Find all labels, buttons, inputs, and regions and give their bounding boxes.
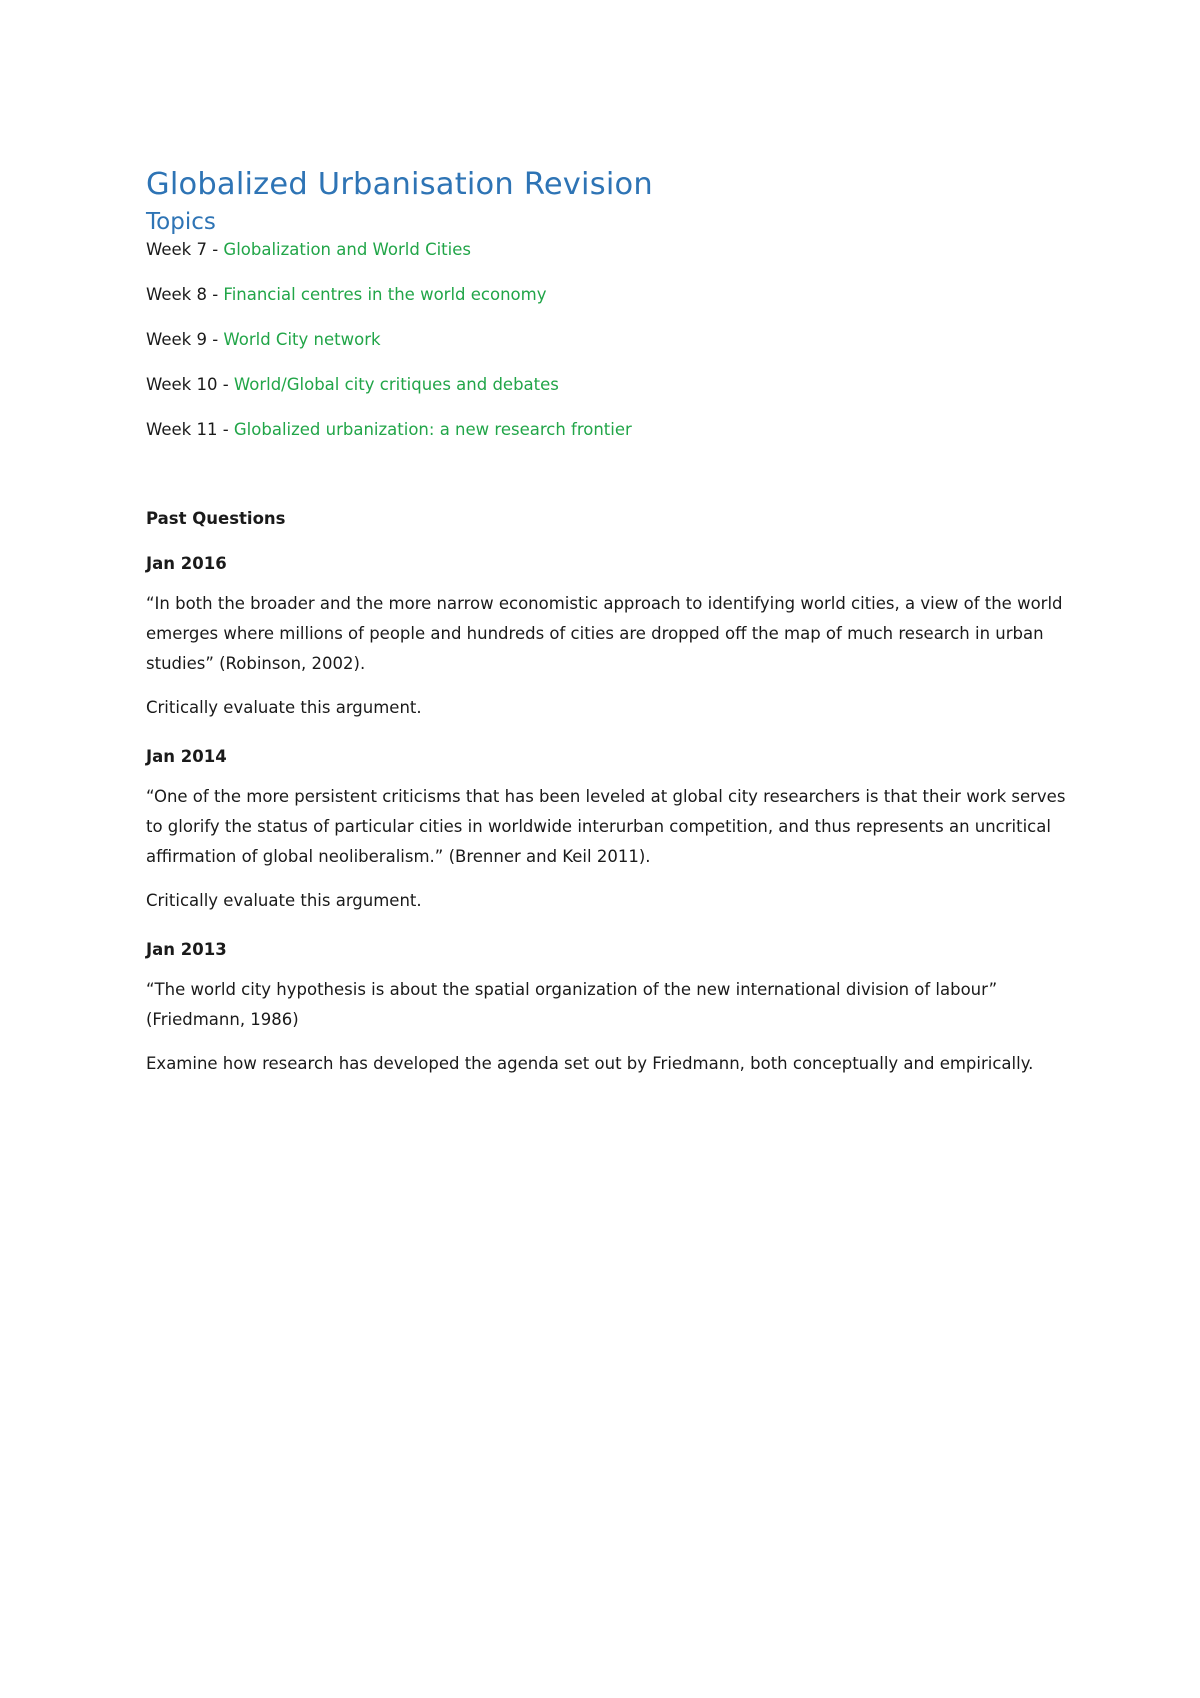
question-quote: “One of the more persistent criticisms that has been leveled at global city researchers is that their work serves to glorify the status of particular cities in worldwide interurban competition, and thus represents an uncritical affirmation of global neoliberalism.” (Brenner and Keil 2011). xyxy=(146,787,1066,866)
document-content xyxy=(146,166,1066,1079)
question-quote: “In both the broader and the more narrow economistic approach to identifying world cities, a view of the world emerges where millions of people and hundreds of cities are dropped off the map of much research in urban studies” (Robinson, 2002). xyxy=(146,594,1063,673)
past-questions-heading: Past Questions xyxy=(146,509,286,528)
question-instruction: Critically evaluate this argument. xyxy=(146,698,422,717)
topic-item xyxy=(146,284,1066,306)
topic-name: World City network xyxy=(223,330,381,349)
question-quote: “The world city hypothesis is about the spatial organization of the new international division of labour” (Friedmann, 1986) xyxy=(146,980,998,1029)
topics-heading: Topics xyxy=(146,209,216,235)
topic-name: Globalization and World Cities xyxy=(223,240,471,259)
topic-week: Week 7 - xyxy=(146,240,224,259)
question-date: Jan 2014 xyxy=(146,747,227,766)
topic-item xyxy=(146,374,1066,396)
question-block xyxy=(146,553,1066,723)
question-block xyxy=(146,746,1066,916)
topics-list xyxy=(146,239,1066,441)
topic-name: Financial centres in the world economy xyxy=(223,285,547,304)
topic-week: Week 11 - xyxy=(146,420,234,439)
topic-week: Week 8 - xyxy=(146,285,224,304)
topic-week: Week 10 - xyxy=(146,375,234,394)
question-date: Jan 2016 xyxy=(146,554,227,573)
topic-item xyxy=(146,419,1066,441)
question-date: Jan 2013 xyxy=(146,940,227,959)
topic-item xyxy=(146,329,1066,351)
document-title: Globalized Urbanisation Revision xyxy=(146,167,653,202)
question-block xyxy=(146,939,1066,1079)
topic-item xyxy=(146,239,1066,261)
question-instruction: Critically evaluate this argument. xyxy=(146,891,422,910)
topic-name: Globalized urbanization: a new research frontier xyxy=(233,420,632,439)
question-instruction: Examine how research has developed the agenda set out by Friedmann, both conceptually and empirically. xyxy=(146,1054,1034,1073)
topic-week: Week 9 - xyxy=(146,330,224,349)
topic-name: World/Global city critiques and debates xyxy=(233,375,559,394)
